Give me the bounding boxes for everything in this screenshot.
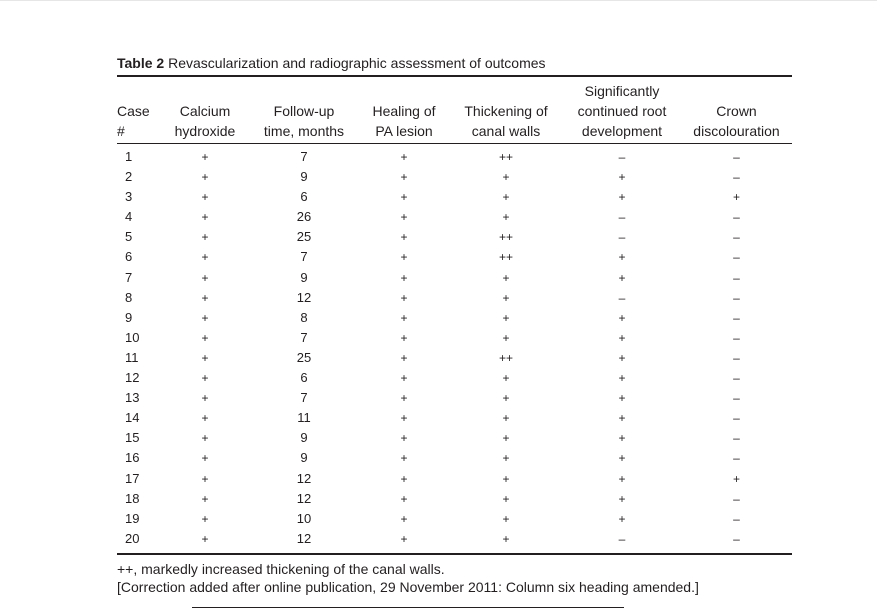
cell-healing: + bbox=[400, 511, 408, 526]
table-row bbox=[117, 227, 792, 247]
cell-crown-discolouration: – bbox=[733, 391, 740, 406]
cell-root-development: – bbox=[618, 290, 626, 305]
column-header-line: Thickening of bbox=[464, 103, 548, 119]
outcomes-table bbox=[117, 77, 792, 549]
cell-crown-discolouration: – bbox=[733, 531, 740, 546]
cell-crown-discolouration: – bbox=[733, 411, 740, 426]
column-header-case bbox=[117, 77, 161, 143]
column-header-line: continued root bbox=[577, 103, 667, 119]
cell-case: 13 bbox=[125, 390, 140, 406]
cell-case: 18 bbox=[125, 490, 140, 506]
table-body bbox=[117, 144, 792, 549]
cell-healing: + bbox=[400, 451, 408, 466]
cell-thickening: + bbox=[502, 371, 510, 386]
table-row bbox=[117, 207, 792, 227]
cell-case: 17 bbox=[125, 470, 140, 486]
column-header-line bbox=[117, 81, 161, 101]
column-header-line: Crown bbox=[716, 103, 757, 119]
cell-follow-up: 9 bbox=[300, 169, 308, 185]
cell-root-development: + bbox=[618, 310, 626, 325]
cell-thickening: + bbox=[502, 491, 510, 506]
cell-thickening: ++ bbox=[498, 230, 513, 245]
cell-calcium-hydroxide: + bbox=[201, 190, 209, 205]
cell-case: 20 bbox=[125, 530, 140, 546]
column-header-line: Case bbox=[117, 103, 150, 119]
cell-crown-discolouration: – bbox=[733, 371, 740, 386]
cell-root-development: + bbox=[618, 451, 626, 466]
cell-healing: + bbox=[400, 350, 408, 365]
cell-calcium-hydroxide: + bbox=[201, 431, 209, 446]
cell-follow-up: 9 bbox=[300, 450, 308, 466]
cell-root-development: – bbox=[618, 531, 626, 546]
cell-calcium-hydroxide: + bbox=[201, 210, 209, 225]
cell-crown-discolouration: + bbox=[732, 190, 740, 205]
column-header-line: # bbox=[117, 123, 125, 139]
cell-follow-up: 26 bbox=[296, 209, 312, 225]
footnote-2: [Correction added after online publication, 29 November 2011: Column six heading amended.] bbox=[117, 578, 699, 595]
cell-case: 12 bbox=[125, 370, 140, 386]
cell-follow-up: 7 bbox=[300, 249, 308, 265]
cell-root-development: + bbox=[618, 250, 626, 265]
cell-thickening: + bbox=[502, 391, 510, 406]
column-header-line: development bbox=[581, 123, 663, 139]
column-header-line: Significantly bbox=[584, 83, 660, 99]
cell-root-development: + bbox=[618, 471, 626, 486]
cell-calcium-hydroxide: + bbox=[201, 371, 209, 386]
cell-calcium-hydroxide: + bbox=[201, 150, 209, 164]
cell-crown-discolouration: – bbox=[733, 170, 740, 185]
cell-case: 19 bbox=[125, 510, 140, 526]
column-header-line bbox=[681, 81, 792, 101]
cell-crown-discolouration: – bbox=[733, 511, 740, 526]
cell-root-development: + bbox=[618, 190, 626, 205]
cell-root-development: + bbox=[618, 431, 626, 446]
column-header-line: Calcium bbox=[179, 103, 231, 119]
cell-healing: + bbox=[400, 210, 408, 225]
table-row bbox=[117, 368, 792, 388]
cell-calcium-hydroxide: + bbox=[201, 471, 209, 486]
cell-crown-discolouration: – bbox=[733, 150, 740, 164]
cell-follow-up: 9 bbox=[300, 430, 308, 446]
column-header-line bbox=[449, 81, 563, 101]
column-header-line bbox=[359, 81, 449, 101]
cell-healing: + bbox=[400, 170, 408, 185]
cell-calcium-hydroxide: + bbox=[201, 350, 209, 365]
column-header-line: discolouration bbox=[693, 123, 780, 139]
cell-crown-discolouration: – bbox=[733, 330, 740, 345]
cell-healing: + bbox=[400, 371, 408, 386]
cell-case: 6 bbox=[125, 249, 133, 265]
cell-case: 8 bbox=[125, 289, 133, 305]
cell-thickening: + bbox=[502, 210, 510, 225]
cell-crown-discolouration: – bbox=[733, 491, 740, 506]
table-row bbox=[117, 308, 792, 328]
cell-calcium-hydroxide: + bbox=[201, 170, 209, 185]
cell-follow-up: 12 bbox=[296, 470, 312, 486]
cell-case: 16 bbox=[125, 450, 140, 466]
cell-thickening: ++ bbox=[498, 250, 513, 265]
cell-thickening: + bbox=[502, 170, 510, 185]
cell-case: 2 bbox=[125, 169, 133, 185]
cell-case: 14 bbox=[125, 410, 140, 426]
column-header-crown-discolouration bbox=[681, 77, 792, 143]
table-row bbox=[117, 247, 792, 267]
cell-thickening: + bbox=[502, 411, 510, 426]
cell-follow-up: 6 bbox=[300, 189, 308, 205]
cell-calcium-hydroxide: + bbox=[201, 310, 209, 325]
column-header-line: hydroxide bbox=[174, 123, 236, 139]
table-container bbox=[117, 54, 792, 596]
cell-healing: + bbox=[400, 431, 408, 446]
cell-healing: + bbox=[400, 190, 408, 205]
table-row bbox=[117, 388, 792, 408]
table-header bbox=[117, 77, 792, 144]
cell-root-development: + bbox=[618, 170, 626, 185]
cell-case: 11 bbox=[125, 349, 139, 365]
column-header-line bbox=[249, 81, 359, 101]
cell-case: 4 bbox=[125, 209, 133, 225]
column-header-root-development bbox=[563, 77, 681, 143]
column-header-calcium-hydroxide bbox=[161, 77, 249, 143]
cell-calcium-hydroxide: + bbox=[201, 531, 209, 546]
cell-calcium-hydroxide: + bbox=[201, 491, 209, 506]
cell-healing: + bbox=[400, 471, 408, 486]
cell-healing: + bbox=[400, 270, 408, 285]
table-bottom-rule bbox=[117, 553, 792, 555]
cell-crown-discolouration: – bbox=[733, 310, 740, 325]
cell-healing: + bbox=[400, 391, 408, 406]
table-row bbox=[117, 328, 792, 348]
page-bottom-rule bbox=[192, 607, 624, 608]
cell-thickening: + bbox=[502, 511, 510, 526]
cell-crown-discolouration: – bbox=[733, 250, 740, 265]
cell-crown-discolouration: – bbox=[733, 350, 740, 365]
cell-case: 10 bbox=[125, 329, 140, 345]
table-label: Table 2 bbox=[117, 55, 165, 71]
cell-healing: + bbox=[400, 150, 408, 164]
cell-healing: + bbox=[400, 411, 408, 426]
cell-thickening: + bbox=[502, 290, 510, 305]
column-header-line: time, months bbox=[263, 123, 345, 139]
cell-case: 9 bbox=[125, 309, 133, 325]
cell-healing: + bbox=[400, 250, 408, 265]
footnote-1: ++, markedly increased thickening of the canal walls. bbox=[117, 560, 445, 577]
table-title: Revascularization and radiographic assessment of outcomes bbox=[168, 55, 546, 71]
cell-follow-up: 10 bbox=[296, 510, 312, 526]
cell-follow-up: 8 bbox=[300, 309, 308, 325]
column-header-follow-up bbox=[249, 77, 359, 143]
cell-follow-up: 11 bbox=[297, 410, 311, 426]
cell-crown-discolouration: – bbox=[733, 210, 740, 225]
cell-follow-up: 12 bbox=[296, 490, 312, 506]
table-caption bbox=[117, 54, 792, 72]
cell-follow-up: 12 bbox=[296, 530, 312, 546]
table-row bbox=[117, 348, 792, 368]
header-row bbox=[117, 77, 792, 143]
cell-calcium-hydroxide: + bbox=[201, 451, 209, 466]
cell-thickening: + bbox=[502, 471, 510, 486]
cell-calcium-hydroxide: + bbox=[201, 290, 209, 305]
table-row bbox=[117, 529, 792, 549]
cell-root-development: + bbox=[618, 511, 626, 526]
table-row bbox=[117, 408, 792, 428]
cell-thickening: + bbox=[502, 431, 510, 446]
cell-calcium-hydroxide: + bbox=[201, 270, 209, 285]
cell-thickening: + bbox=[502, 270, 510, 285]
cell-root-development: – bbox=[618, 210, 626, 225]
cell-follow-up: 7 bbox=[300, 329, 308, 345]
cell-healing: + bbox=[400, 531, 408, 546]
cell-crown-discolouration: + bbox=[732, 471, 740, 486]
cell-thickening: + bbox=[502, 451, 510, 466]
cell-crown-discolouration: – bbox=[733, 431, 740, 446]
table-row bbox=[117, 288, 792, 308]
cell-crown-discolouration: – bbox=[733, 290, 740, 305]
column-header-line: PA lesion bbox=[375, 123, 433, 139]
cell-calcium-hydroxide: + bbox=[201, 511, 209, 526]
cell-healing: + bbox=[400, 230, 408, 245]
cell-follow-up: 9 bbox=[300, 269, 308, 285]
cell-follow-up: 25 bbox=[296, 229, 312, 245]
column-header-line bbox=[161, 81, 249, 101]
table-row bbox=[117, 187, 792, 207]
cell-root-development: – bbox=[618, 150, 626, 164]
cell-root-development: + bbox=[618, 391, 626, 406]
cell-calcium-hydroxide: + bbox=[201, 250, 209, 265]
cell-root-development: + bbox=[618, 350, 626, 365]
cell-follow-up: 6 bbox=[300, 370, 308, 386]
cell-follow-up: 7 bbox=[300, 390, 308, 406]
cell-follow-up: 25 bbox=[296, 349, 312, 365]
column-header-thickening bbox=[449, 77, 563, 143]
column-header-line: Follow-up bbox=[273, 103, 335, 119]
cell-crown-discolouration: – bbox=[733, 230, 740, 245]
column-header-line: Healing of bbox=[372, 103, 436, 119]
cell-healing: + bbox=[400, 491, 408, 506]
column-header-healing bbox=[359, 77, 449, 143]
cell-follow-up: 7 bbox=[300, 149, 308, 164]
cell-thickening: + bbox=[502, 310, 510, 325]
cell-calcium-hydroxide: + bbox=[201, 330, 209, 345]
table-row bbox=[117, 509, 792, 529]
cell-case: 7 bbox=[125, 269, 133, 285]
cell-crown-discolouration: – bbox=[733, 451, 740, 466]
cell-root-development: + bbox=[618, 411, 626, 426]
cell-healing: + bbox=[400, 290, 408, 305]
cell-follow-up: 12 bbox=[296, 289, 312, 305]
table-row bbox=[117, 489, 792, 509]
cell-case: 1 bbox=[125, 149, 133, 164]
cell-thickening: + bbox=[502, 330, 510, 345]
cell-case: 5 bbox=[125, 229, 133, 245]
cell-case: 3 bbox=[125, 189, 133, 205]
table-row bbox=[117, 167, 792, 187]
table-row bbox=[117, 428, 792, 448]
cell-case: 15 bbox=[125, 430, 140, 446]
cell-root-development: – bbox=[618, 230, 626, 245]
table-row bbox=[117, 469, 792, 489]
cell-root-development: + bbox=[618, 491, 626, 506]
cell-calcium-hydroxide: + bbox=[201, 230, 209, 245]
table-footnotes bbox=[117, 560, 792, 596]
page-top-edge bbox=[0, 0, 877, 1]
table-row bbox=[117, 144, 792, 167]
cell-thickening: + bbox=[502, 531, 510, 546]
cell-root-development: + bbox=[618, 371, 626, 386]
cell-thickening: + bbox=[502, 190, 510, 205]
cell-root-development: + bbox=[618, 270, 626, 285]
cell-root-development: + bbox=[618, 330, 626, 345]
column-header-line: canal walls bbox=[471, 123, 541, 139]
cell-thickening: ++ bbox=[498, 350, 513, 365]
cell-calcium-hydroxide: + bbox=[201, 411, 209, 426]
cell-calcium-hydroxide: + bbox=[201, 391, 209, 406]
cell-healing: + bbox=[400, 310, 408, 325]
cell-healing: + bbox=[400, 330, 408, 345]
table-row bbox=[117, 448, 792, 468]
cell-thickening: ++ bbox=[498, 150, 513, 164]
table-row bbox=[117, 268, 792, 288]
cell-crown-discolouration: – bbox=[733, 270, 740, 285]
